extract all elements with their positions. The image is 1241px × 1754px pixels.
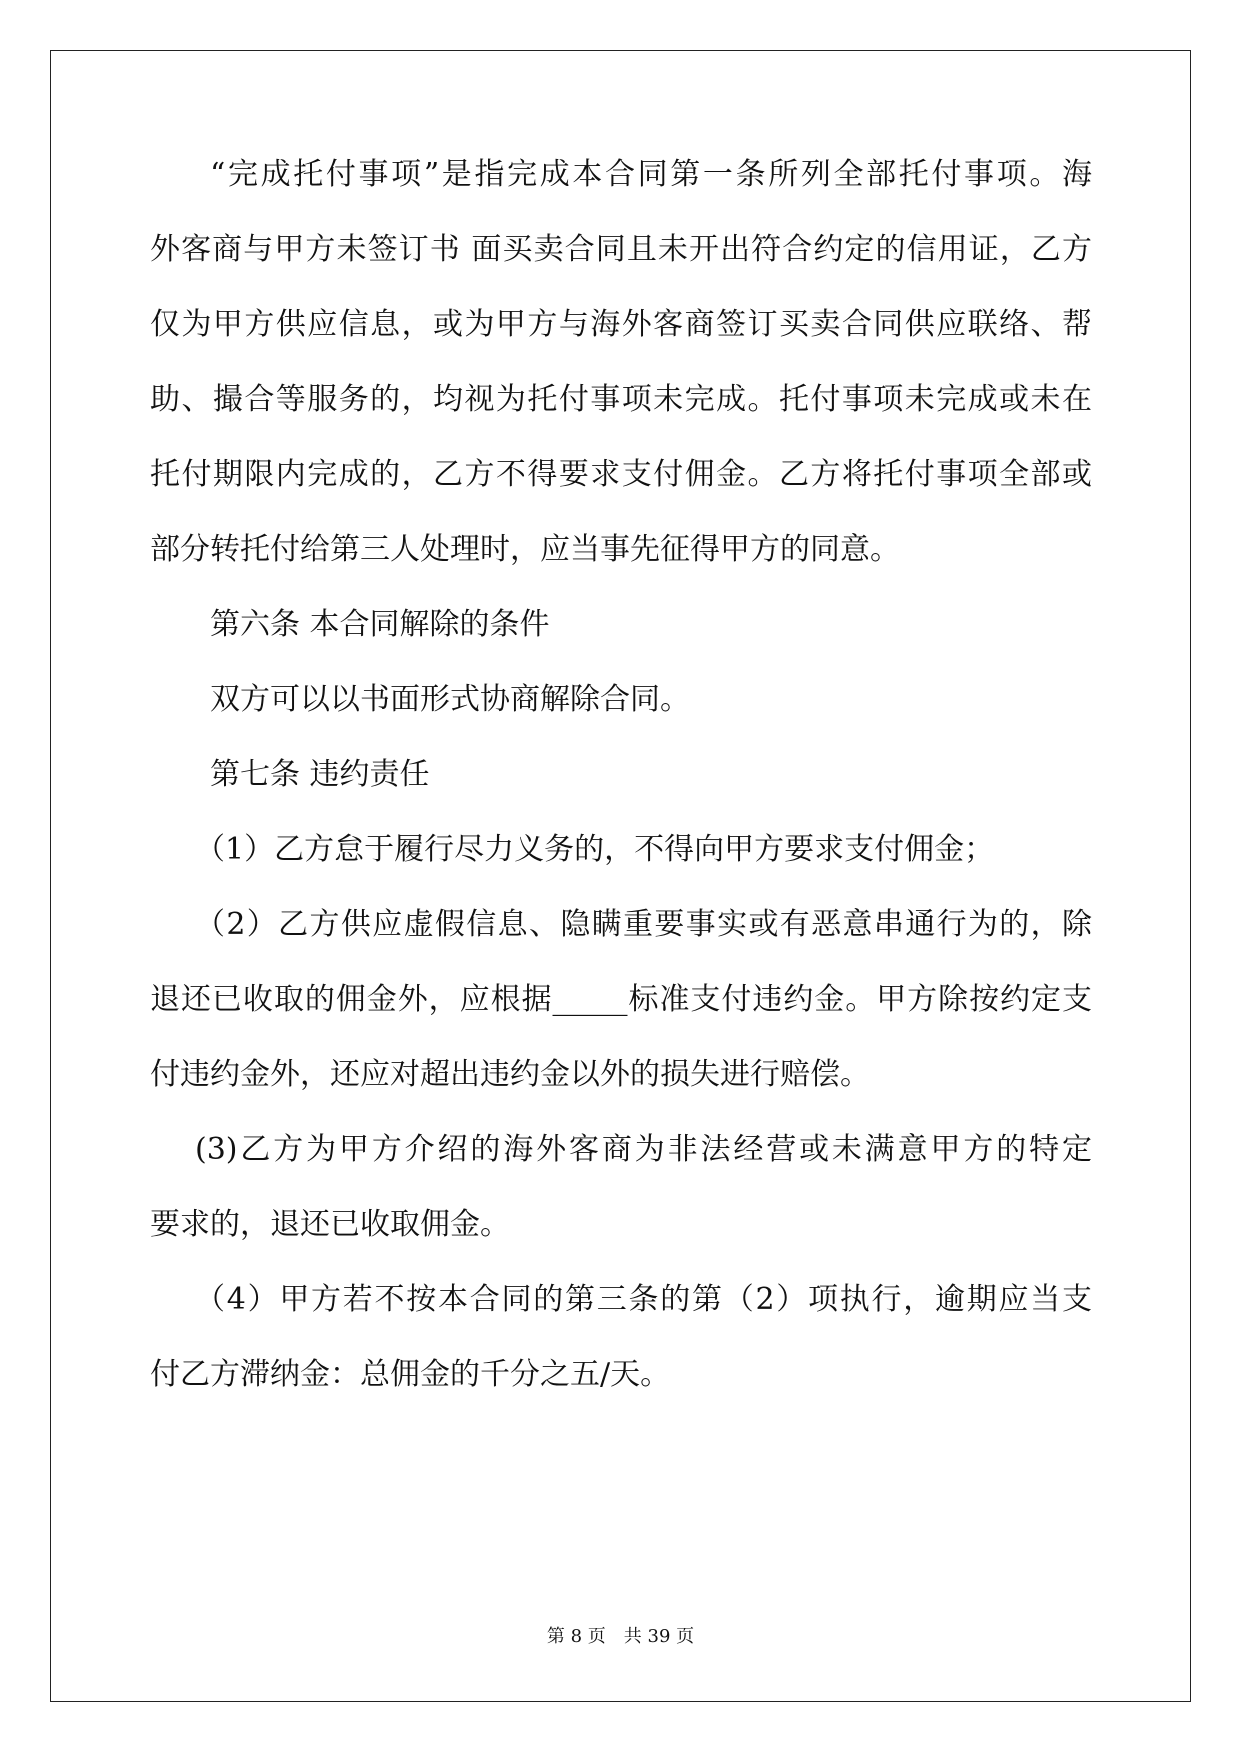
section-heading: 第六条 本合同解除的条件 <box>210 607 550 642</box>
text-line: 部分转托付给第三人处理时，应当事先征得甲方的同意。 <box>150 532 900 567</box>
list-item: （4）甲方若不按本合同的第三条的第（2）项执行，逾期应当支 <box>195 1282 1092 1317</box>
text-line: 退还已收取的佣金外，应根据_____标准支付违约金。甲方除按约定支 <box>150 982 1092 1017</box>
text-line: 双方可以以书面形式协商解除合同。 <box>210 682 690 717</box>
page-number: 第 8 页 共 39 页 <box>546 1626 695 1647</box>
text-line: 托付期限内完成的，乙方不得要求支付佣金。乙方将托付事项全部或 <box>150 457 1092 492</box>
text-line: 仅为甲方供应信息，或为甲方与海外客商签订买卖合同供应联络、帮 <box>150 307 1092 342</box>
text-line: 付乙方滞纳金：总佣金的千分之五/天。 <box>150 1357 671 1392</box>
text-line: 付违约金外，还应对超出违约金以外的损失进行赔偿。 <box>150 1057 870 1092</box>
text-line: 要求的，退还已收取佣金。 <box>150 1207 510 1242</box>
list-item: (3)乙方为甲方介绍的海外客商为非法经营或未满意甲方的特定 <box>195 1132 1092 1167</box>
text-line: 助、撮合等服务的，均视为托付事项未完成。托付事项未完成或未在 <box>150 382 1092 417</box>
section-heading: 第七条 违约责任 <box>210 757 430 792</box>
list-item: （2）乙方供应虚假信息、隐瞒重要事实或有恶意串通行为的，除 <box>195 907 1092 942</box>
text-line: “完成托付事项”是指完成本合同第一条所列全部托付事项。海 <box>210 157 1092 192</box>
list-item: （1）乙方怠于履行尽力义务的，不得向甲方要求支付佣金； <box>195 832 995 867</box>
page-border <box>50 50 1191 1702</box>
text-line: 外客商与甲方未签订书 面买卖合同且未开出符合约定的信用证，乙方 <box>150 232 1092 267</box>
